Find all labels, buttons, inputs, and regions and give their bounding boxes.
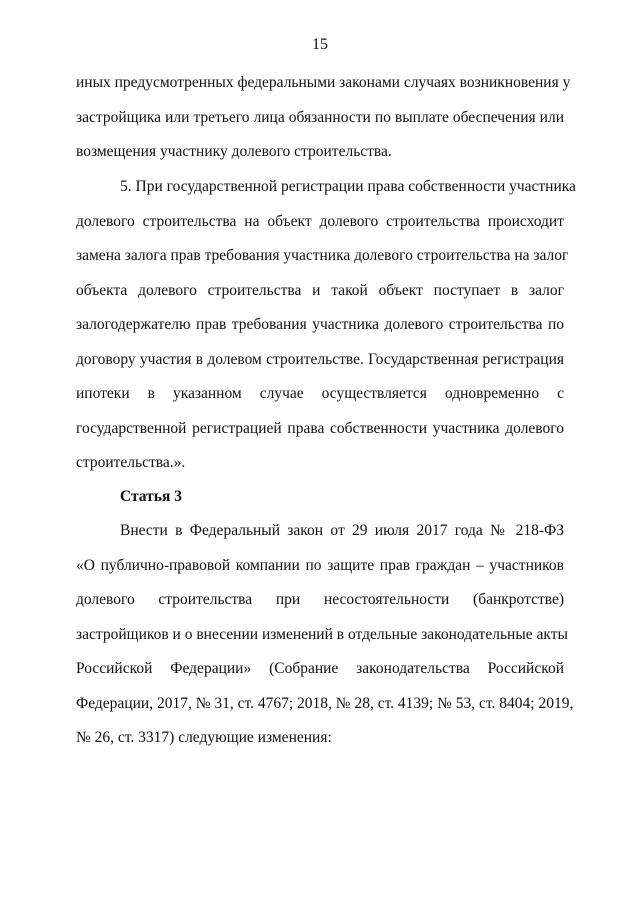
text-line: № 26, ст. 3317) следующие изменения: — [76, 729, 332, 746]
text-line: замена залога прав требования участника долевого строительства на залог — [76, 247, 569, 264]
text-line: объекта долевого строительства и такой объект поступает в залог — [76, 281, 564, 299]
text-line: «О публично-правовой компании по защите прав граждан – участников — [76, 556, 564, 574]
text-line: долевого строительства на объект долевого строительства происходит — [76, 212, 564, 230]
text-line: 5. При государственной регистрации права собственности участника — [120, 178, 576, 195]
text-line: застройщика или третьего лица обязанности по выплате обеспечения или — [76, 108, 564, 126]
article-heading-block — [76, 480, 564, 515]
text-line: возмещения участнику долевого строительства. — [76, 143, 392, 160]
paragraph-continuation — [76, 66, 571, 170]
paragraph-5 — [76, 170, 576, 481]
text-line: договору участия в долевом строительстве. Государственная регистрация — [76, 350, 564, 368]
text-line: Внести в Федеральный закон от 29 июля 2017 года № 218-ФЗ — [120, 522, 564, 539]
text-line: застройщиков и о внесении изменений в отдельные законодательные акты — [76, 625, 568, 643]
article-heading: Статья 3 — [120, 488, 182, 505]
text-line: государственной регистрацией права собственности участника долевого — [76, 419, 564, 437]
text-line: иных предусмотренных федеральными законами случаях возникновения у — [76, 74, 571, 91]
article-paragraph — [76, 514, 574, 756]
page-number: 15 — [312, 36, 328, 53]
text-line: ипотеки в указанном случае осуществляется одновременно с — [76, 385, 564, 402]
text-line: долевого строительства при несостоятельности (банкротстве) — [76, 591, 564, 608]
text-line: строительства.». — [76, 454, 186, 471]
text-line: Федерации, 2017, № 31, ст. 4767; 2018, № 28, ст. 4139; № 53, ст. 8404; 2019, — [76, 694, 574, 712]
text-line: Российской Федерации» (Собрание законодательства Российской — [76, 660, 564, 677]
text-line: залогодержателю прав требования участника долевого строительства по — [76, 316, 564, 333]
